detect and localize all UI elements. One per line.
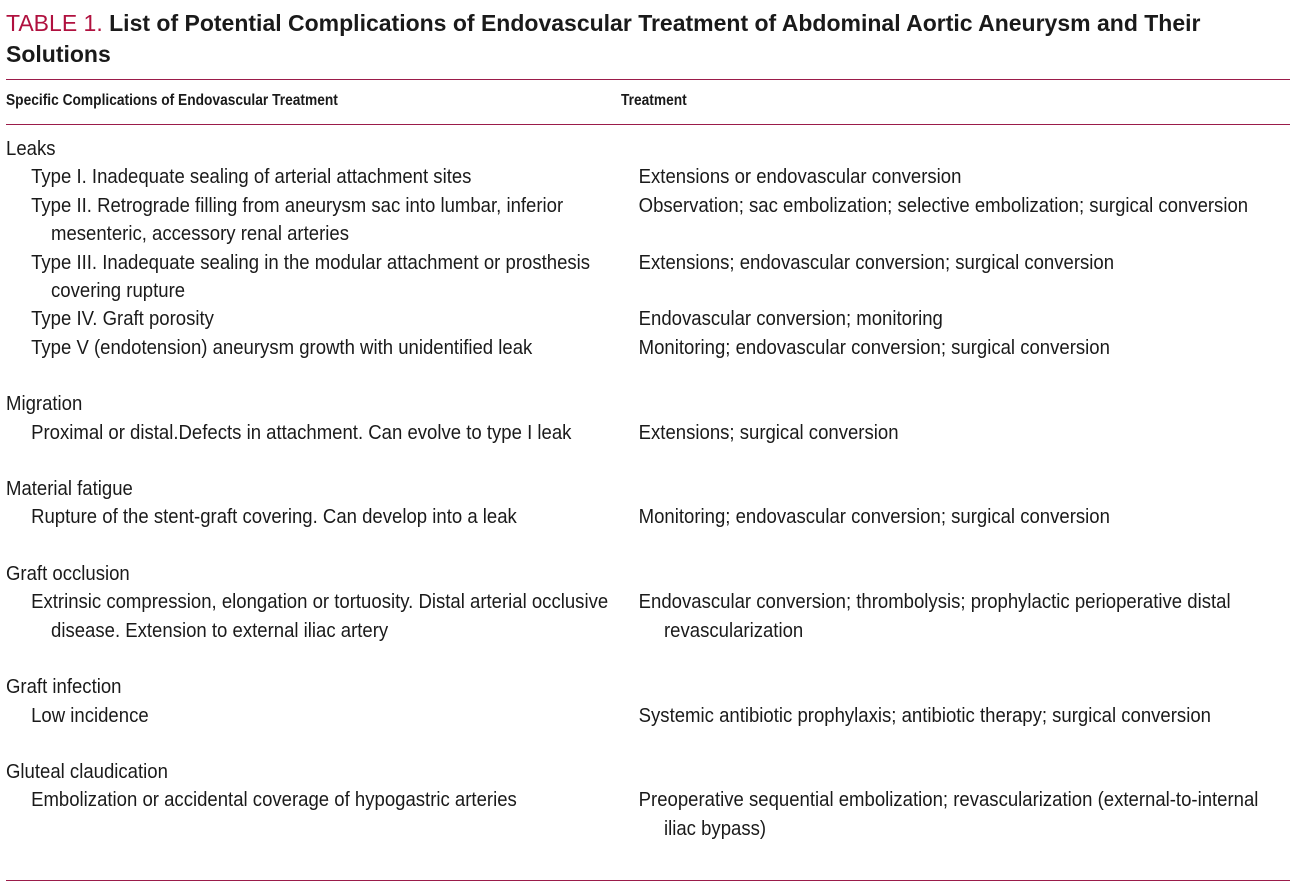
header-rule [6,124,1290,125]
group-gluteal-claudication [0,758,1298,843]
table-row [0,588,1298,645]
complication-cell: Proximal or distal.Defects in attachment. Can evolve to type I leak [31,420,572,444]
table-caption [6,8,1276,70]
complication-cell: Embolization or accidental coverage of hypogastric arteries [31,788,517,812]
column-header-treatment: Treatment [621,92,687,109]
treatment-cell: Extensions or endovascular conversion [638,165,962,189]
group-graft-occlusion [0,560,1298,645]
group-migration [0,390,1298,447]
table-row [0,503,1298,531]
table-row [0,249,1298,306]
table-body [0,135,1298,871]
category-label: Gluteal claudication [6,759,168,783]
complication-cell: Extrinsic compression, elongation or tortuosity. Distal arterial occlusive disease. Extension to external iliac artery [31,590,609,642]
table-row [0,305,1298,333]
table-row [0,786,1298,843]
complication-cell: Rupture of the stent-graft covering. Can develop into a leak [31,505,517,529]
complication-cell: Type I. Inadequate sealing of arterial attachment sites [31,165,472,189]
treatment-cell: Extensions; surgical conversion [638,420,899,444]
table-row [0,334,1298,362]
treatment-cell: Endovascular conversion; thrombolysis; prophylactic perioperative distal revascularization [638,590,1231,642]
bottom-rule [6,880,1290,881]
category-label: Graft infection [6,675,122,699]
category-label: Migration [6,392,83,416]
complication-cell: Low incidence [31,703,149,727]
group-leaks [0,135,1298,362]
top-rule [6,79,1290,80]
table-row [0,419,1298,447]
table-title: List of Potential Complications of Endovascular Treatment of Abdominal Aortic Aneurysm and Their Solutions [6,10,1201,67]
complication-cell: Type III. Inadequate sealing in the modular attachment or prosthesis covering rupture [31,250,591,303]
complication-cell: Type IV. Graft porosity [31,307,214,331]
treatment-cell: Systemic antibiotic prophylaxis; antibiotic therapy; surgical conversion [638,703,1211,727]
category-label: Graft occlusion [6,561,130,585]
category-label: Leaks [6,137,56,160]
treatment-cell: Endovascular conversion; monitoring [638,307,943,331]
group-graft-infection [0,673,1298,730]
table-row [0,702,1298,730]
treatment-cell: Preoperative sequential embolization; revascularization (external-to-internal iliac bypass) [638,788,1259,840]
treatment-cell: Monitoring; endovascular conversion; surgical conversion [638,505,1110,529]
column-header-complications: Specific Complications of Endovascular Treatment [6,92,338,109]
table-label: TABLE 1. [6,10,103,36]
group-material-fatigue [0,475,1298,532]
treatment-cell: Extensions; endovascular conversion; surgical conversion [638,250,1115,274]
complication-cell: Type V (endotension) aneurysm growth with unidentified leak [31,335,533,359]
complication-cell: Type II. Retrograde filling from aneurysm sac into lumbar, inferior mesenteric, accessory renal arteries [31,193,564,246]
treatment-cell: Observation; sac embolization; selective embolization; surgical conversion [638,193,1249,217]
treatment-cell: Monitoring; endovascular conversion; surgical conversion [638,335,1110,359]
table-row [0,192,1298,249]
table-row [0,163,1298,191]
category-label: Material fatigue [6,477,133,501]
